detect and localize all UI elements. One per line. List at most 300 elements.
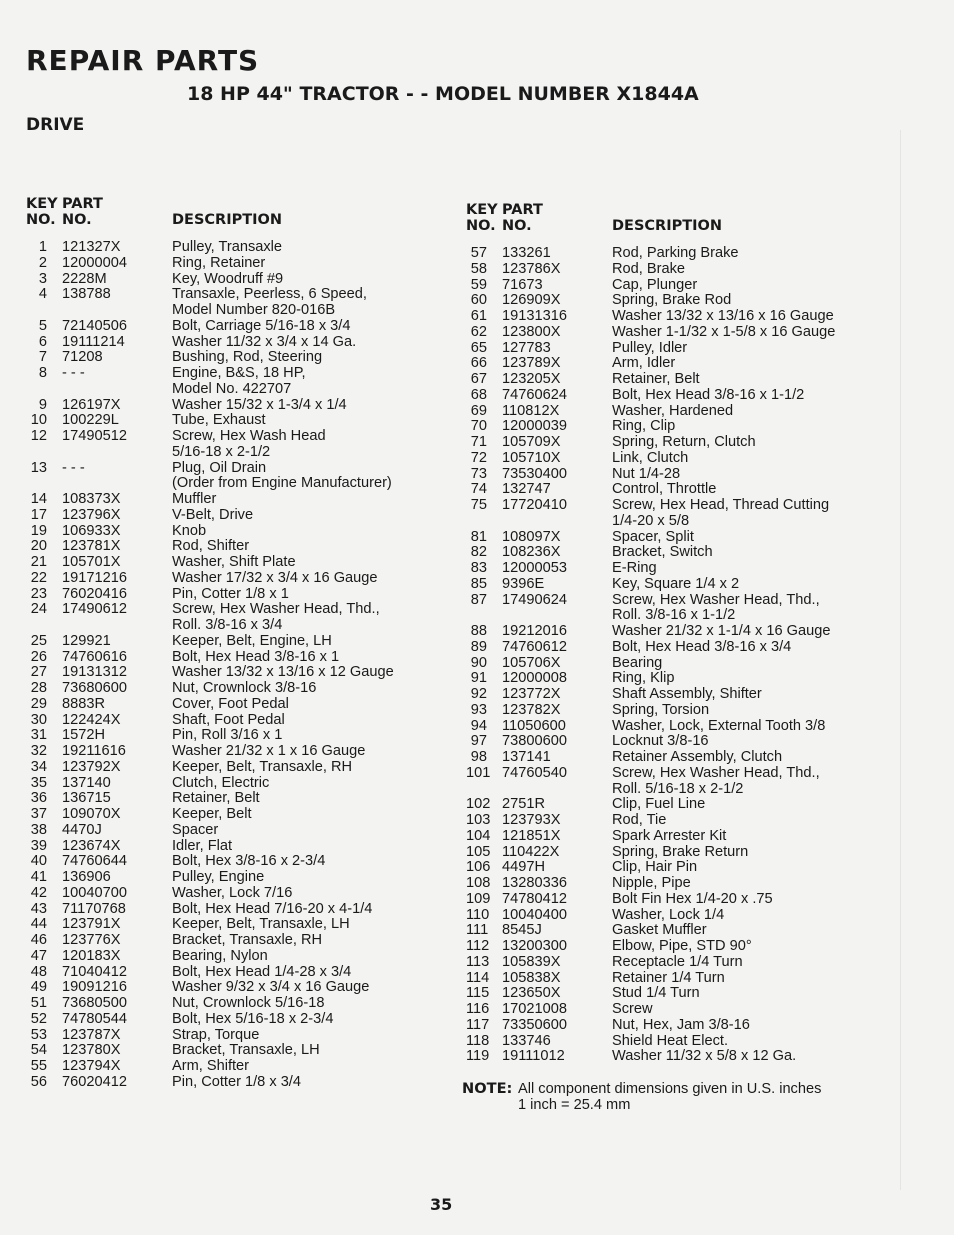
key-number: 83	[470, 560, 487, 576]
part-description: Key, Square 1/4 x 2	[612, 575, 740, 592]
key-number: 103	[466, 812, 491, 828]
note-text-line-2: 1 inch = 25.4 mm	[518, 1097, 631, 1113]
part-row	[26, 240, 446, 256]
part-description: Tube, Exhaust	[172, 412, 266, 429]
key-number: 30	[30, 711, 47, 728]
part-number: 126197X	[62, 396, 121, 413]
part-description: Pin, Cotter 1/8 x 3/4	[172, 1073, 301, 1090]
part-description: Bolt Fin Hex 1/4-20 x .75	[612, 890, 773, 907]
page-edge-line	[900, 130, 901, 1190]
part-number: 4470J	[62, 821, 102, 838]
part-number: 123789X	[502, 355, 561, 372]
key-number: 114	[466, 969, 490, 986]
part-number: 74780412	[502, 890, 567, 907]
part-number: 17490624	[502, 591, 567, 608]
key-number: 39	[30, 837, 47, 854]
key-number: 57	[470, 245, 487, 261]
part-description: Arm, Idler	[612, 355, 676, 372]
part-number: 123781X	[62, 538, 121, 555]
part-row	[26, 776, 446, 792]
part-description: Rod, Shifter	[172, 538, 250, 555]
key-number: 7	[38, 349, 47, 366]
key-number: 101	[466, 764, 491, 781]
part-number: 19211616	[62, 743, 126, 759]
key-number: 40	[30, 853, 47, 870]
part-description: Washer 13/32 x 13/16 x 16 Gauge	[612, 308, 834, 324]
part-row	[26, 555, 446, 571]
part-description: Retainer, Belt	[612, 371, 700, 387]
key-number: 66	[470, 355, 487, 372]
part-row	[26, 602, 446, 634]
key-number: 23	[30, 585, 47, 602]
key-number: 89	[470, 638, 487, 655]
part-row	[466, 530, 886, 546]
part-description: Stud 1/4 Turn	[612, 985, 700, 1002]
part-description: Rod, Tie	[612, 812, 667, 828]
key-number: 31	[30, 727, 47, 744]
part-row	[26, 760, 446, 776]
key-number: 62	[470, 323, 487, 340]
key-number: 36	[30, 790, 47, 807]
part-description: Bracket, Transaxle, LH	[172, 1042, 320, 1059]
part-number: 123650X	[502, 985, 561, 1002]
part-number: 19131316	[502, 308, 567, 324]
column-headers-left	[26, 196, 446, 232]
part-row	[466, 845, 886, 861]
key-number: 37	[30, 806, 47, 822]
part-header: PART	[502, 202, 543, 218]
part-number: 10040400	[502, 906, 567, 923]
part-row	[466, 498, 886, 530]
part-number: 2228M	[62, 270, 107, 287]
part-row	[466, 750, 886, 766]
page-number: 35	[430, 1195, 453, 1214]
part-description: Bolt, Hex 5/16-18 x 2-3/4	[172, 1010, 334, 1027]
part-number: 106933X	[62, 522, 121, 539]
part-description: Washer, Lock, External Tooth 3/8	[612, 717, 826, 734]
column-headers-right	[466, 202, 886, 238]
part-number: 105838X	[502, 969, 561, 986]
part-row	[26, 461, 446, 493]
part-row	[26, 902, 446, 918]
part-description: Receptacle 1/4 Turn	[612, 953, 743, 970]
part-row	[26, 665, 446, 681]
part-number: 12000008	[502, 670, 567, 687]
key-number: 17	[30, 506, 47, 523]
key-number: 109	[466, 890, 491, 907]
key-number: 60	[470, 292, 487, 309]
description-header: DESCRIPTION	[612, 218, 722, 234]
part-number: 105839X	[502, 953, 561, 970]
part-row	[466, 404, 886, 420]
part-description: Nut, Crownlock 3/8-16	[172, 680, 317, 696]
key-number: 29	[30, 695, 47, 712]
part-description: Screw, Hex Head, Thread Cutting 1/4-20 x 5/8	[612, 497, 830, 529]
part-row	[466, 341, 886, 357]
part-row	[26, 965, 446, 981]
key-number: 97	[470, 733, 487, 750]
part-number: 74760540	[502, 764, 567, 781]
part-description: Retainer 1/4 Turn	[612, 969, 725, 986]
parts-rows-left	[26, 240, 446, 1091]
part-number: 17021008	[502, 1001, 567, 1017]
part-row	[466, 766, 886, 798]
part-number: 105709X	[502, 434, 561, 450]
key-number: 32	[30, 743, 47, 759]
part-description: Rod, Parking Brake	[612, 245, 739, 261]
part-description: Muffler	[172, 491, 217, 507]
part-row	[26, 587, 446, 603]
part-description: Bolt, Hex 3/8-16 x 2-3/4	[172, 853, 326, 870]
part-number: 120183X	[62, 947, 121, 964]
part-number: 17720410	[502, 497, 567, 513]
key-number: 70	[470, 418, 487, 435]
part-row	[466, 372, 886, 388]
part-row	[466, 246, 886, 262]
key-number: 54	[30, 1042, 47, 1059]
part-number: 138788	[62, 286, 111, 303]
part-row	[26, 697, 446, 713]
key-number: 48	[30, 963, 47, 980]
key-number: 117	[466, 1016, 490, 1033]
part-row	[26, 886, 446, 902]
part-row	[26, 539, 446, 555]
part-number: 137140	[62, 774, 111, 791]
part-number: 71040412	[62, 963, 127, 980]
part-row	[466, 734, 886, 750]
part-number: 13200300	[502, 938, 567, 954]
part-description: Washer 1-1/32 x 1-5/8 x 16 Gauge	[612, 323, 836, 340]
part-row	[466, 908, 886, 924]
part-number: 108236X	[502, 544, 561, 561]
key-number: 10	[30, 412, 47, 429]
section-heading: DRIVE	[26, 115, 85, 135]
part-description: Rod, Brake	[612, 260, 686, 277]
part-number: 9396E	[502, 575, 545, 592]
part-description: Nut, Crownlock 5/16-18	[172, 995, 325, 1011]
part-description: Locknut 3/8-16	[612, 733, 709, 750]
part-description: Control, Throttle	[612, 481, 717, 498]
part-description: Knob	[172, 522, 207, 539]
part-description: Shield Heat Elect.	[612, 1032, 729, 1049]
key-number: 61	[470, 308, 487, 324]
part-number: 123786X	[502, 260, 561, 277]
part-row	[26, 870, 446, 886]
key-no-header: NO.	[466, 218, 496, 234]
part-row	[466, 1018, 886, 1034]
part-description: Keeper, Belt, Engine, LH	[172, 632, 332, 649]
key-number: 59	[470, 276, 487, 293]
part-row	[26, 949, 446, 965]
part-description: Bearing	[612, 654, 663, 671]
part-description: Clip, Hair Pin	[612, 859, 698, 876]
part-row	[466, 939, 886, 955]
part-row	[26, 1043, 446, 1059]
part-description: Pulley, Idler	[612, 339, 688, 356]
part-description: Bolt, Hex Head 3/8-16 x 1	[172, 648, 340, 665]
key-number: 65	[470, 339, 487, 356]
part-description: Arm, Shifter	[172, 1058, 250, 1074]
part-row	[26, 413, 446, 429]
part-description: Retainer Assembly, Clutch	[612, 749, 783, 765]
key-number: 42	[30, 884, 47, 901]
part-number: 108097X	[502, 528, 561, 545]
part-number: 74760644	[62, 853, 127, 870]
part-description: Spring, Torsion	[612, 701, 710, 718]
part-number: 17490512	[62, 428, 127, 444]
part-number: 19131312	[62, 664, 127, 681]
part-description: Bolt, Hex Head 7/16-20 x 4-1/4	[172, 900, 373, 917]
key-number: 14	[30, 491, 47, 507]
note-label: NOTE:	[462, 1080, 513, 1097]
part-description: Pulley, Engine	[172, 869, 265, 885]
key-number: 81	[470, 528, 487, 545]
part-number: 19111012	[502, 1048, 565, 1065]
part-number: 133261	[502, 245, 551, 261]
part-row	[26, 744, 446, 760]
part-number: 74760624	[502, 386, 567, 403]
part-number: 136715	[62, 790, 111, 807]
key-number: 4	[38, 286, 47, 303]
key-number: 52	[30, 1010, 47, 1027]
part-row	[466, 687, 886, 703]
part-description: Washer, Lock 7/16	[172, 884, 293, 901]
part-description: Washer 13/32 x 13/16 x 12 Gauge	[172, 664, 394, 681]
key-number: 46	[30, 932, 47, 948]
part-number: 105710X	[502, 449, 561, 466]
part-row	[26, 398, 446, 414]
parts-list-left	[26, 196, 446, 1091]
part-number: 100229L	[62, 412, 119, 429]
parts-list-right	[466, 202, 886, 1065]
part-description: Ring, Clip	[612, 418, 676, 435]
part-number: 72140506	[62, 317, 127, 334]
key-number: 92	[470, 686, 487, 702]
key-number: 116	[466, 1001, 490, 1017]
key-number: 112	[466, 938, 490, 954]
part-description: Keeper, Belt, Transaxle, LH	[172, 916, 350, 933]
part-number: 123792X	[62, 758, 121, 775]
key-number: 71	[470, 434, 487, 450]
part-number: 71673	[502, 276, 543, 293]
part-row	[26, 807, 446, 823]
part-number: 12000053	[502, 560, 567, 576]
part-description: Keeper, Belt, Transaxle, RH	[172, 758, 353, 775]
part-row	[466, 876, 886, 892]
part-number: 123776X	[62, 932, 121, 948]
part-row	[466, 656, 886, 672]
part-no-header: NO.	[502, 218, 532, 234]
key-number: 53	[30, 1026, 47, 1043]
part-number: 71208	[62, 349, 103, 366]
part-row	[26, 1059, 446, 1075]
key-header: KEY	[26, 196, 58, 212]
part-number: 8545J	[502, 922, 542, 939]
part-description: Spacer	[172, 821, 219, 838]
key-number: 25	[30, 632, 47, 649]
key-number: 93	[470, 701, 487, 718]
part-description: Nipple, Pipe	[612, 875, 691, 891]
key-number: 26	[30, 648, 47, 665]
part-description: Shaft Assembly, Shifter	[612, 686, 762, 702]
part-number: 137141	[502, 749, 551, 765]
part-description: Clip, Fuel Line	[612, 796, 706, 813]
part-number: 19091216	[62, 979, 127, 996]
key-number: 20	[30, 538, 47, 555]
key-number: 38	[30, 821, 47, 838]
key-number: 106	[466, 859, 491, 876]
part-description: V-Belt, Drive	[172, 506, 254, 523]
part-description: Washer 11/32 x 5/8 x 12 Ga.	[612, 1048, 797, 1065]
key-number: 13	[30, 459, 47, 476]
part-description: Screw, Hex Washer Head, Thd., Roll. 5/16-18 x 2-1/2	[612, 764, 820, 797]
part-row	[466, 892, 886, 908]
part-row	[466, 388, 886, 404]
part-row	[26, 634, 446, 650]
part-row	[26, 1012, 446, 1028]
part-description: Nut, Hex, Jam 3/8-16	[612, 1016, 750, 1033]
part-row	[26, 713, 446, 729]
key-number: 49	[30, 979, 47, 996]
part-description: Transaxle, Peerless, 6 Speed, Model Number 820-016B	[172, 286, 367, 318]
part-row	[26, 980, 446, 996]
part-description: Elbow, Pipe, STD 90°	[612, 938, 752, 954]
part-row	[26, 681, 446, 697]
part-description: Pin, Cotter 1/8 x 1	[172, 585, 289, 602]
part-number: 105701X	[62, 554, 121, 570]
part-description: Engine, B&S, 18 HP, Model No. 422707	[172, 365, 306, 397]
part-description: Idler, Flat	[172, 837, 233, 854]
part-description: Washer 21/32 x 1-1/4 x 16 Gauge	[612, 623, 831, 639]
part-description: Ring, Klip	[612, 670, 675, 687]
part-row	[26, 319, 446, 335]
part-row	[466, 356, 886, 372]
part-row	[26, 272, 446, 288]
part-row	[26, 791, 446, 807]
part-row	[26, 917, 446, 933]
key-number: 98	[470, 749, 487, 765]
part-number: - - -	[62, 459, 85, 476]
key-number: 1	[38, 239, 47, 255]
part-description: Washer 15/32 x 1-3/4 x 1/4	[172, 396, 347, 413]
part-number: 8883R	[62, 695, 106, 712]
part-number: 19212016	[502, 623, 567, 639]
key-number: 19	[30, 522, 47, 539]
part-number: 73680500	[62, 995, 127, 1011]
part-header: PART	[62, 196, 103, 212]
part-description: Gasket Muffler	[612, 922, 707, 939]
part-number: 73350600	[502, 1016, 567, 1033]
part-row	[466, 1049, 886, 1065]
part-number: 19171216	[62, 569, 127, 586]
part-number: 123782X	[502, 701, 561, 718]
part-description: Bracket, Transaxle, RH	[172, 932, 323, 948]
key-number: 115	[466, 985, 490, 1002]
part-description: Bolt, Hex Head 1/4-28 x 3/4	[172, 963, 352, 980]
part-description: Retainer, Belt	[172, 790, 260, 807]
part-row	[26, 571, 446, 587]
part-row	[466, 703, 886, 719]
part-description: Washer, Shift Plate	[172, 554, 296, 570]
part-description: Clutch, Electric	[172, 774, 270, 791]
part-row	[26, 728, 446, 744]
key-number: 68	[470, 386, 487, 403]
part-number: 110812X	[502, 402, 560, 419]
part-row	[466, 561, 886, 577]
key-number: 104	[466, 827, 491, 844]
part-description: Screw, Hex Washer Head, Thd., Roll. 3/8-16 x 1-1/2	[612, 591, 820, 624]
key-number: 91	[470, 670, 487, 687]
part-row	[26, 350, 446, 366]
part-description: Spring, Brake Rod	[612, 292, 732, 309]
part-description: Keeper, Belt	[172, 806, 252, 822]
key-number: 111	[466, 922, 489, 939]
part-row	[466, 262, 886, 278]
part-number: 17490612	[62, 601, 127, 618]
key-number: 67	[470, 371, 487, 387]
part-row	[466, 986, 886, 1002]
part-description: Washer 11/32 x 3/4 x 14 Ga.	[172, 333, 357, 350]
part-number: 76020416	[62, 585, 127, 602]
key-number: 9	[38, 396, 47, 413]
part-row	[26, 287, 446, 319]
part-row	[466, 293, 886, 309]
part-number: 12000004	[62, 254, 127, 271]
part-description: Ring, Retainer	[172, 254, 266, 271]
part-description: Spark Arrester Kit	[612, 827, 727, 844]
part-description: Bushing, Rod, Steering	[172, 349, 323, 366]
key-number: 41	[30, 869, 47, 885]
part-number: 73530400	[502, 465, 567, 482]
part-number: 123674X	[62, 837, 121, 854]
part-row	[466, 624, 886, 640]
part-description: Bolt, Carriage 5/16-18 x 3/4	[172, 317, 351, 334]
part-description: Washer 9/32 x 3/4 x 16 Gauge	[172, 979, 370, 996]
key-number: 110	[466, 906, 490, 923]
part-row	[466, 309, 886, 325]
part-number: 13280336	[502, 875, 567, 891]
part-number: 4497H	[502, 859, 546, 876]
key-number: 12	[30, 428, 47, 444]
part-number: 74760612	[502, 638, 567, 655]
part-description: Washer 17/32 x 3/4 x 16 Gauge	[172, 569, 378, 586]
part-description: Link, Clutch	[612, 449, 689, 466]
part-number: 123772X	[502, 686, 561, 702]
part-row	[26, 996, 446, 1012]
part-number: 123791X	[62, 916, 121, 933]
part-number: 74780544	[62, 1010, 127, 1027]
part-number: 11050600	[502, 717, 566, 734]
part-row	[466, 860, 886, 876]
part-row	[26, 366, 446, 398]
part-row	[26, 650, 446, 666]
key-number: 69	[470, 402, 487, 419]
part-description: Screw	[612, 1001, 653, 1017]
part-description: Key, Woodruff #9	[172, 270, 284, 287]
key-number: 108	[466, 875, 491, 891]
part-description: Cover, Foot Pedal	[172, 695, 289, 712]
part-row	[466, 278, 886, 294]
key-number: 113	[466, 953, 490, 970]
part-row	[26, 1075, 446, 1091]
key-number: 87	[470, 591, 487, 608]
key-number: 5	[38, 317, 47, 334]
part-number: 123794X	[62, 1058, 121, 1074]
part-number: 105706X	[502, 654, 561, 671]
model-subtitle: 18 HP 44" TRACTOR - - MODEL NUMBER X1844A	[187, 83, 699, 105]
part-description: Washer 21/32 x 1 x 16 Gauge	[172, 743, 366, 759]
part-row	[466, 451, 886, 467]
